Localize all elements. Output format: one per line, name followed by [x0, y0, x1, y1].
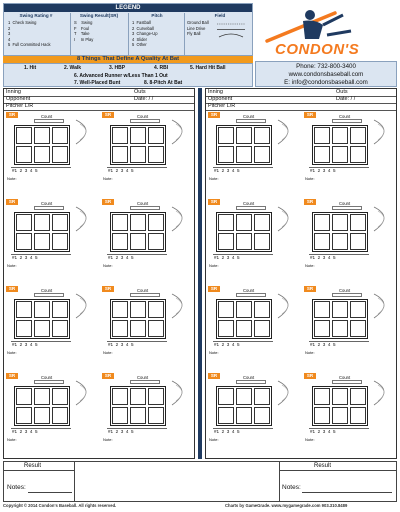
sr-badge: SR [304, 373, 316, 379]
strike-zone-grid[interactable] [216, 212, 272, 252]
footer [3, 503, 397, 508]
pitch-numbers: #1 2 3 4 5 [12, 168, 38, 173]
at-bat-cell[interactable] [304, 373, 398, 448]
pitch-numbers: #1 2 3 4 5 [108, 255, 134, 260]
inning-label: Inning [208, 89, 223, 95]
contact-box [255, 61, 397, 87]
note-label: Note: [209, 176, 219, 181]
pitch-numbers: #1 2 3 4 5 [310, 255, 336, 260]
result-label-right: Result [314, 463, 332, 469]
sr-badge: SR [102, 199, 114, 205]
count-label: Count [41, 114, 53, 119]
sr-badge: SR [6, 286, 18, 292]
left-panel [3, 88, 195, 459]
at-bat-cell[interactable] [208, 373, 302, 448]
legend-title: LEGEND [4, 4, 252, 12]
swing-rating-list: 1 Check Swing 2 3 4 5 Full Committed Hack [8, 20, 51, 47]
note-label: Note: [209, 350, 219, 355]
sr-badge: SR [102, 373, 114, 379]
at-bat-cell[interactable] [6, 286, 100, 361]
way-bunt: 7. Well-Placed Bunt [74, 80, 121, 86]
field-diagram-icon [72, 290, 98, 320]
notes-label-left: Notes: [7, 484, 26, 491]
pitch-numbers: #1 2 3 4 5 [310, 168, 336, 173]
outs-label: Outs [134, 89, 146, 95]
opponent-label: Opponent [6, 96, 31, 102]
note-label: Note: [103, 350, 113, 355]
strike-zone-grid[interactable] [216, 299, 272, 339]
field-diagram-icon [274, 203, 300, 233]
sr-badge: SR [102, 286, 114, 292]
count-label: Count [243, 201, 255, 206]
strike-zone-grid[interactable] [110, 212, 166, 252]
charts-credit-text: Charts by GameGrade. www.mygamegrade.com 903.310.8489 [225, 503, 348, 508]
date-label: Date: / / [336, 96, 356, 102]
count-field[interactable] [236, 293, 266, 297]
quality-at-bat-list [3, 63, 253, 87]
way-hbp: 3. HBP [109, 65, 126, 71]
count-field[interactable] [34, 206, 64, 210]
count-field[interactable] [34, 119, 64, 123]
strike-zone-grid[interactable] [216, 125, 272, 165]
count-label: Count [339, 114, 351, 119]
sr-badge: SR [6, 112, 18, 118]
quality-at-bat-banner: 8 Things That Define A Quality At Bat [3, 56, 253, 63]
count-label: Count [339, 375, 351, 380]
count-field[interactable] [34, 293, 64, 297]
outs-label: Outs [336, 89, 348, 95]
count-field[interactable] [130, 293, 160, 297]
field-diagram-icon [168, 377, 194, 407]
strike-zone-grid[interactable] [14, 212, 70, 252]
note-label: Note: [103, 437, 113, 442]
pitch-numbers: #1 2 3 4 5 [214, 342, 240, 347]
right-panel [205, 88, 397, 459]
strike-zone-grid[interactable] [110, 386, 166, 426]
way-hard-hit: 5. Hard Hit Ball [190, 65, 226, 71]
note-label: Note: [7, 263, 17, 268]
pitch-heading: Pitch [151, 13, 163, 18]
count-field[interactable] [130, 380, 160, 384]
batter-logo-icon [265, 5, 355, 45]
count-label: Count [339, 288, 351, 293]
pitch-numbers: #1 2 3 4 5 [12, 255, 38, 260]
date-label: Date: / / [134, 96, 154, 102]
result-label-left: Result [24, 463, 42, 469]
field-list: Ground Ball Line Drive Fly Ball [187, 20, 209, 36]
field-diagram-icon [168, 116, 194, 146]
pitch-numbers: #1 2 3 4 5 [214, 168, 240, 173]
way-walk: 2. Walk [64, 65, 82, 71]
pitch-numbers: #1 2 3 4 5 [214, 429, 240, 434]
brand-name: CONDON'S [275, 41, 385, 58]
count-field[interactable] [236, 119, 266, 123]
strike-zone-grid[interactable] [312, 212, 368, 252]
pitch-numbers: #1 2 3 4 5 [310, 429, 336, 434]
count-label: Count [243, 288, 255, 293]
way-advanced-runner: 6. Advanced Runner w/Less Than 1 Out [74, 73, 168, 79]
pitcher-label: Pitcher L/R [6, 103, 34, 109]
note-label: Note: [305, 350, 315, 355]
sr-badge: SR [102, 112, 114, 118]
count-label: Count [137, 201, 149, 206]
note-label: Note: [7, 437, 17, 442]
strike-zone-grid[interactable] [216, 386, 272, 426]
at-bat-cell[interactable] [208, 286, 302, 361]
at-bat-cell[interactable] [208, 199, 302, 274]
note-label: Note: [305, 263, 315, 268]
way-hit: 1. Hit [24, 65, 37, 71]
at-bat-cell[interactable] [102, 199, 196, 274]
contact-website: www.condonsbaseball.com [288, 71, 364, 78]
note-label: Note: [7, 350, 17, 355]
field-diagram-icon [72, 116, 98, 146]
inning-label: Inning [6, 89, 21, 95]
swing-result-list: S Swing F Foul T Take I In Play [74, 20, 94, 42]
result-section [3, 461, 397, 502]
strike-zone-grid[interactable] [14, 299, 70, 339]
field-diagram-icon [370, 116, 396, 146]
field-diagram-icon [274, 116, 300, 146]
way-8-pitch: 8. 8-Pitch At Bat [144, 80, 183, 86]
sr-badge: SR [208, 112, 220, 118]
swing-rating-heading: Swing Rating # [19, 13, 53, 18]
note-label: Note: [305, 176, 315, 181]
field-diagram-icon [72, 203, 98, 233]
swing-result-heading: Swing Result(SR) [79, 13, 119, 18]
at-bat-cell[interactable] [102, 286, 196, 361]
count-label: Count [339, 201, 351, 206]
pitch-numbers: #1 2 3 4 5 [310, 342, 336, 347]
pitch-numbers: #1 2 3 4 5 [214, 255, 240, 260]
count-field[interactable] [236, 206, 266, 210]
at-bat-cell[interactable] [6, 373, 100, 448]
note-label: Note: [209, 437, 219, 442]
field-diagram-icon [370, 290, 396, 320]
sr-badge: SR [208, 286, 220, 292]
strike-zone-grid[interactable] [14, 386, 70, 426]
field-diagram-icon [72, 377, 98, 407]
way-rbi: 4. RBI [154, 65, 169, 71]
sr-badge: SR [6, 199, 18, 205]
count-label: Count [243, 114, 255, 119]
count-field[interactable] [236, 380, 266, 384]
at-bat-cell[interactable] [102, 373, 196, 448]
at-bat-cell[interactable] [208, 112, 302, 187]
sr-badge: SR [6, 373, 18, 379]
count-field[interactable] [332, 119, 362, 123]
pitch-numbers: #1 2 3 4 5 [108, 168, 134, 173]
field-diagram-icon [168, 290, 194, 320]
pitcher-label: Pitcher L/R [208, 103, 236, 109]
field-diagram-icon [274, 290, 300, 320]
pitch-numbers: #1 2 3 4 5 [108, 342, 134, 347]
field-symbols-icon [215, 21, 249, 39]
note-label: Note: [7, 176, 17, 181]
count-label: Count [41, 375, 53, 380]
pitch-numbers: #1 2 3 4 5 [12, 342, 38, 347]
pitch-numbers: #1 2 3 4 5 [108, 429, 134, 434]
note-label: Note: [209, 263, 219, 268]
sr-badge: SR [208, 199, 220, 205]
field-diagram-icon [168, 203, 194, 233]
count-field[interactable] [34, 380, 64, 384]
count-field[interactable] [130, 119, 160, 123]
strike-zone-grid[interactable] [312, 299, 368, 339]
count-label: Count [137, 114, 149, 119]
strike-zone-grid[interactable] [312, 386, 368, 426]
at-bat-cell[interactable] [6, 112, 100, 187]
note-label: Note: [305, 437, 315, 442]
sr-badge: SR [304, 286, 316, 292]
count-label: Count [41, 201, 53, 206]
sr-badge: SR [304, 112, 316, 118]
notes-label-right: Notes: [282, 484, 301, 491]
at-bat-cell[interactable] [304, 199, 398, 274]
field-diagram-icon [370, 377, 396, 407]
count-label: Count [41, 288, 53, 293]
sr-badge: SR [304, 199, 316, 205]
contact-phone: Phone: 732-800-3400 [296, 63, 356, 70]
count-field[interactable] [130, 206, 160, 210]
count-field[interactable] [332, 206, 362, 210]
count-label: Count [137, 288, 149, 293]
note-label: Note: [103, 176, 113, 181]
count-label: Count [137, 375, 149, 380]
strike-zone-grid[interactable] [14, 125, 70, 165]
field-diagram-icon [370, 203, 396, 233]
field-diagram-icon [274, 377, 300, 407]
pitch-list: 1 Fastball 2 Curveball 3 Change-Up 4 Slider 5 Other [132, 20, 158, 47]
at-bat-cell[interactable] [102, 112, 196, 187]
opponent-label: Opponent [208, 96, 233, 102]
strike-zone-grid[interactable] [312, 125, 368, 165]
count-field[interactable] [332, 380, 362, 384]
at-bat-cell[interactable] [304, 286, 398, 361]
legend-box [3, 3, 253, 56]
copyright-text: Copyright © 2014 Condon's Baseball. All rights reserved. [3, 503, 117, 508]
count-label: Count [243, 375, 255, 380]
sr-badge: SR [208, 373, 220, 379]
contact-email: E: info@condonsbaseball.com [284, 79, 368, 86]
field-heading: Field [214, 13, 226, 18]
note-label: Note: [103, 263, 113, 268]
at-bat-cell[interactable] [304, 112, 398, 187]
strike-zone-grid[interactable] [110, 299, 166, 339]
count-field[interactable] [332, 293, 362, 297]
pitch-numbers: #1 2 3 4 5 [12, 429, 38, 434]
center-divider [198, 88, 202, 459]
at-bat-cell[interactable] [6, 199, 100, 274]
strike-zone-grid[interactable] [110, 125, 166, 165]
